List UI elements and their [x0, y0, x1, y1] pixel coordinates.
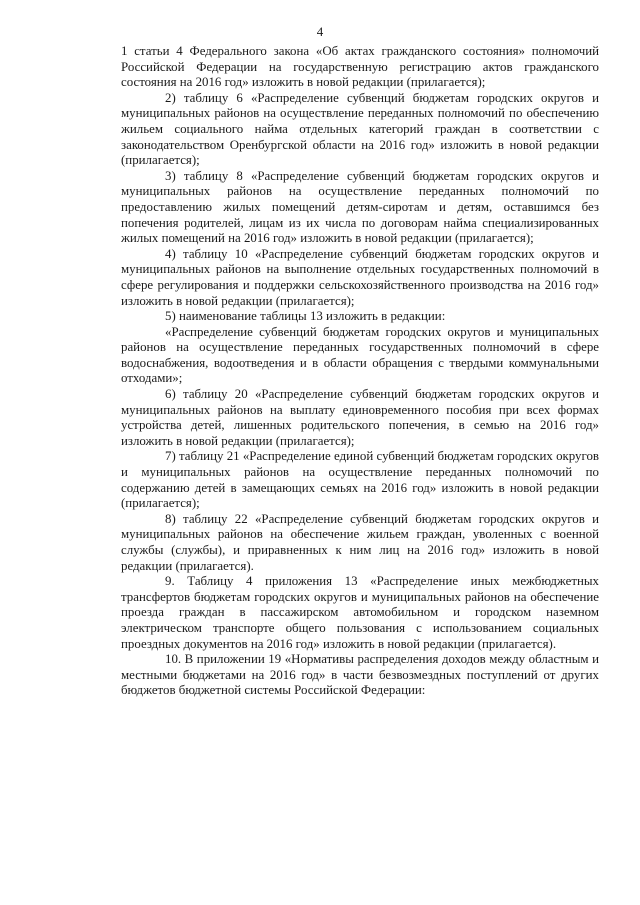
document-body: [121, 44, 599, 699]
paragraph: 7) таблицу 21 «Распределение единой субвенций бюджетам городских округов и муниципальных районов на осуществление переданных полномочий по содержанию детей в замещающих семьях на 2016 год» изложить в новой редакции (прилагается);: [121, 449, 599, 511]
paragraph: 10. В приложении 19 «Нормативы распределения доходов между областным и местными бюджетами на 2016 год» в части безвозмездных поступлений от других бюджетов бюджетной системы Российской Федерации:: [121, 652, 599, 698]
paragraph: 4) таблицу 10 «Распределение субвенций бюджетам городских округов и муниципальных районов на выполнение отдельных государственных полномочий в сфере регулирования и поддержки сельскохозяйственного производства на 2016 год» изложить в новой редакции (прилагается);: [121, 246, 599, 308]
paragraph: 6) таблицу 20 «Распределение субвенций бюджетам городских округов и муниципальных районов на выплату единовременного пособия при всех формах устройства детей, лишенных родительского попечения, в семью на 2016 год» изложить в новой редакции (прилагается);: [121, 387, 599, 448]
paragraph: 3) таблицу 8 «Распределение субвенций бюджетам городских округов и муниципальных районов на осуществление переданных полномочий по предоставлению жилых помещений детям-сиротам и детям, оставшимся без попечения родителей, лицам из их числа по договорам найма специализированных жилых помещений на 2016 год» изложить в новой редакции (прилагается);: [121, 168, 599, 246]
paragraph: 2) таблицу 6 «Распределение субвенций бюджетам городских округов и муниципальных районов на осуществление переданных полномочий по обеспечению жильем социального найма отдельных категорий граждан в соответствии с законодательством Оренбургской области на 2016 год» изложить в новой редакции (прилагается);: [121, 90, 599, 168]
paragraph: «Распределение субвенций бюджетам городских округов и муниципальных районов на осуществление переданных государственных полномочий в сфере водоснабжения, водоотведения и в области обращения с твердыми коммунальными отходами»;: [121, 324, 599, 386]
paragraph: 5) наименование таблицы 13 изложить в редакции:: [165, 309, 446, 324]
paragraph: 9. Таблицу 4 приложения 13 «Распределение иных межбюджетных трансфертов бюджетам городских округов и муниципальных районов на обеспечение проезда граждан в пассажирском автомобильном и городском наземном электрическом транспорте общего пользования с использованием социальных проездных документов на 2016 год» изложить в новой редакции (прилагается).: [121, 574, 599, 651]
page-number: 4: [316, 24, 324, 39]
paragraph: 1 статьи 4 Федерального закона «Об актах гражданского состояния» полномочий Российской Федерации на государственную регистрацию актов гражданского состояния на 2016 год» изложить в новой редакции (прилагается);: [121, 44, 599, 90]
paragraph: 8) таблицу 22 «Распределение субвенций бюджетам городских округов и муниципальных районов на обеспечение жильем граждан, уволенных с военной службы (службы), и приравненных к ним лиц на 2016 год» изложить в новой редакции (прилагается).: [121, 511, 599, 573]
